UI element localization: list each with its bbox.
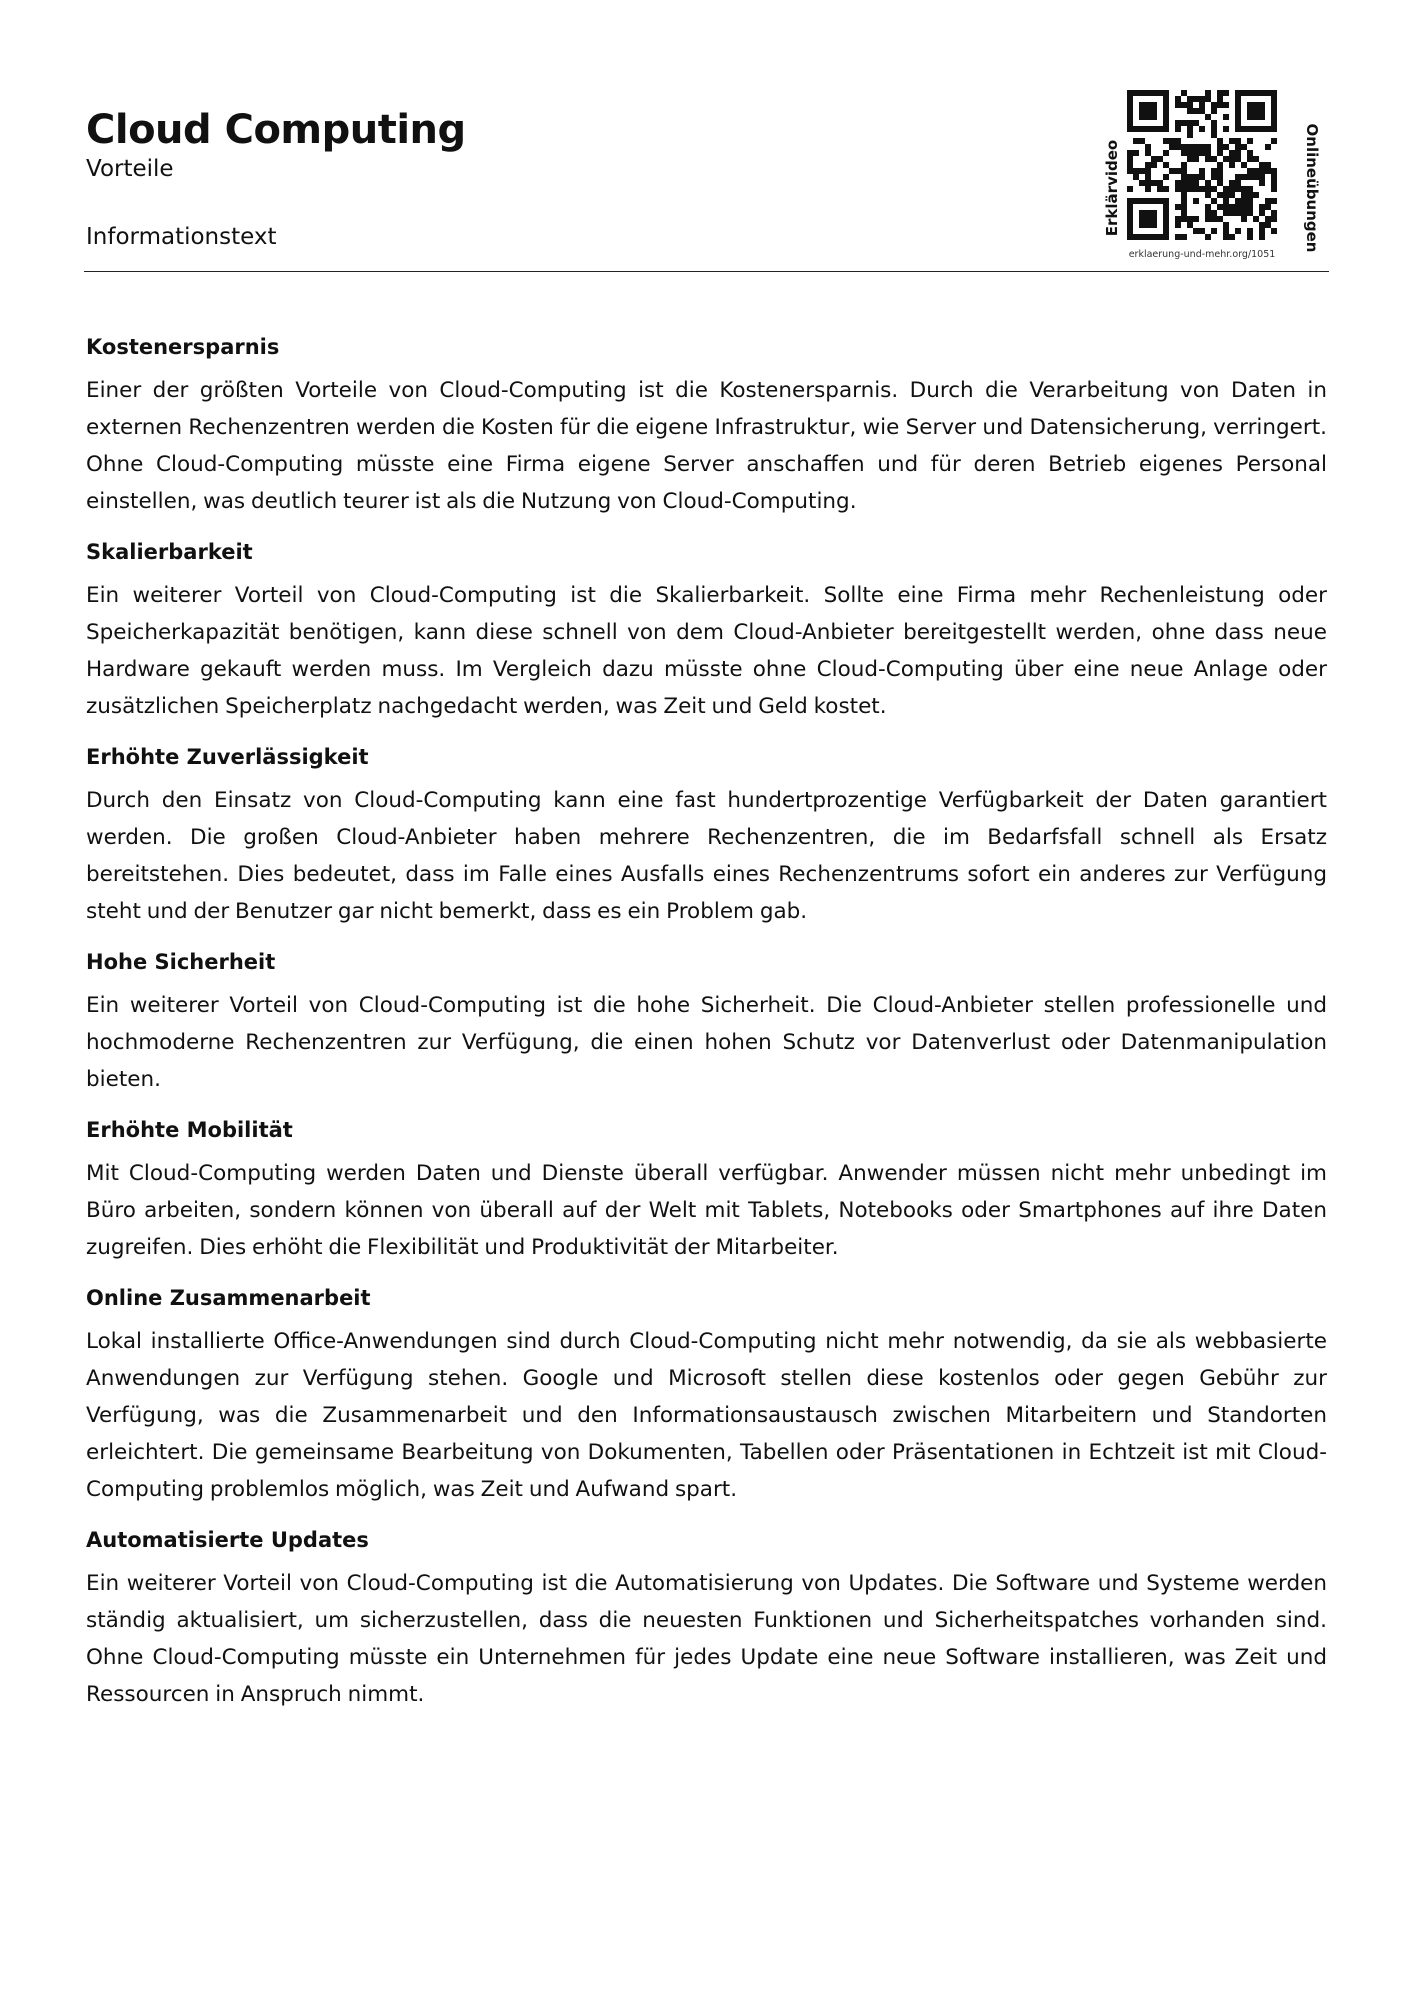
section-text: Ein weiterer Vorteil von Cloud-Computing ist die Automatisierung von Updates. Die Software und Systeme werden ständig aktualisiert, um sicherzustellen, dass die neuesten Funktionen und Sicherheitspatches vorhanden sind. Ohne Cloud-Computing müsste ein Unternehmen für jedes Update eine neue Software installieren, was Zeit und Ressourcen in Anspruch nimmt.: [86, 1571, 1327, 1707]
section-heading: Erhöhte Zuverlässigkeit: [86, 745, 369, 769]
qr-code-block: [1082, 90, 1328, 268]
section-text: Ein weiterer Vorteil von Cloud-Computing ist die Skalierbarkeit. Sollte eine Firma mehr Rechenleistung oder Speicherkapazität benötigen, kann diese schnell von dem Cloud-Anbieter bereitgestellt werden, ohne dass neue Hardware gekauft werden muss. Im Vergleich dazu müsste ohne Cloud-Computing über eine neue Anlage oder zusätzlichen Speicherplatz nachgedacht werden, was Zeit und Geld kostet.: [86, 583, 1327, 719]
section-heading: Erhöhte Mobilität: [86, 1118, 293, 1142]
section-reliability: [86, 744, 1327, 930]
qr-code-icon[interactable]: [1127, 90, 1277, 240]
page-title: Cloud Computing: [86, 107, 466, 153]
online-exercises-label: Onlineübungen: [1303, 123, 1321, 253]
section-heading: Skalierbarkeit: [86, 540, 253, 564]
section-text: Mit Cloud-Computing werden Daten und Dienste überall verfügbar. Anwender müssen nicht mehr unbedingt im Büro arbeiten, sondern können von überall auf der Welt mit Tablets, Notebooks oder Smartphones auf ihre Daten zugreifen. Dies erhöht die Flexibilität und Produktivität der Mitarbeiter.: [86, 1161, 1327, 1260]
document-type-label: Informationstext: [86, 224, 277, 250]
qr-url-caption: erklaerung-und-mehr.org/1051: [1128, 249, 1276, 260]
section-text: Durch den Einsatz von Cloud-Computing kann eine fast hundertprozentige Verfügbarkeit der Daten garantiert werden. Die großen Cloud-Anbieter haben mehrere Rechenzentren, die im Bedarfsfall schnell als Ersatz bereitstehen. Dies bedeutet, dass im Falle eines Ausfalls eines Rechenzentrums sofort ein anderes zur Verfügung steht und der Benutzer gar nicht bemerkt, dass es ein Problem gab.: [86, 788, 1327, 924]
document-body: [86, 334, 1327, 1732]
section-updates: [86, 1527, 1327, 1713]
section-heading: Hohe Sicherheit: [86, 950, 276, 974]
section-heading: Kostenersparnis: [86, 335, 280, 359]
section-scalability: [86, 539, 1327, 725]
section-text: Lokal installierte Office-Anwendungen sind durch Cloud-Computing nicht mehr notwendig, da sie als webbasierte Anwendungen zur Verfügung stehen. Google und Microsoft stellen diese kostenlos oder gegen Gebühr zur Verfügung, was die Zusammenarbeit und den Informationsaustausch zwischen Mitarbeitern und Standorten erleichtert. Die gemeinsame Bearbeitung von Dokumenten, Tabellen oder Präsentationen in Echtzeit ist mit Cloud-Computing problemlos möglich, was Zeit und Aufwand spart.: [86, 1329, 1327, 1502]
section-text: Einer der größten Vorteile von Cloud-Computing ist die Kostenersparnis. Durch die Verarbeitung von Daten in externen Rechenzentren werden die Kosten für die eigene Infrastruktur, wie Server und Datensicherung, verringert. Ohne Cloud-Computing müsste eine Firma eigene Server anschaffen und für deren Betrieb eigenes Personal einstellen, was deutlich teurer ist als die Nutzung von Cloud-Computing.: [86, 378, 1327, 514]
section-heading: Online Zusammenarbeit: [86, 1286, 371, 1310]
explainer-video-label: Erklärvideo: [1103, 139, 1121, 237]
section-mobility: [86, 1117, 1327, 1266]
section-heading: Automatisierte Updates: [86, 1528, 369, 1552]
section-text: Ein weiterer Vorteil von Cloud-Computing ist die hohe Sicherheit. Die Cloud-Anbieter stellen professionelle und hochmoderne Rechenzentren zur Verfügung, die einen hohen Schutz vor Datenverlust oder Datenmanipulation bieten.: [86, 993, 1327, 1092]
section-security: [86, 949, 1327, 1098]
section-cost-savings: [86, 334, 1327, 520]
page-subtitle: Vorteile: [86, 156, 174, 182]
header-divider: [84, 271, 1329, 272]
section-collaboration: [86, 1285, 1327, 1508]
